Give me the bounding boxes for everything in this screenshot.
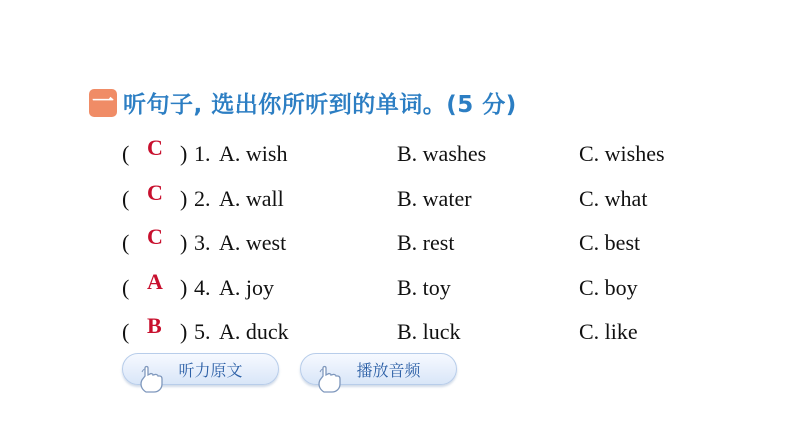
option-b: B. luck [397,319,461,344]
option-a: A. wall [219,186,284,211]
option-c: C. wishes [579,141,665,166]
option-a: A. wish [219,141,288,166]
option-c: C. what [579,186,648,211]
section-number-badge: 一 [89,89,117,117]
question-row-1 [0,137,794,173]
section-title: 听句子, 选出你所听到的单词。(5 分) [123,92,517,118]
play-audio-button-label: 播放音频 [356,360,421,380]
paren-open: ( [122,186,130,211]
option-a: A. duck [219,319,289,344]
transcript-button[interactable] [122,353,279,385]
question-row-2 [0,182,794,218]
paren-close: ) [180,319,188,344]
answer-mark: C [147,224,163,249]
question-row-5 [0,315,794,351]
paren-close: ) [180,141,188,166]
question-number: 5. [194,319,211,344]
question-row-3 [0,226,794,262]
option-c: C. best [579,230,641,255]
paren-open: ( [122,319,130,344]
option-a: A. joy [219,275,274,300]
option-b: B. water [397,186,472,211]
option-b: B. toy [397,275,451,300]
transcript-button-label: 听力原文 [178,360,243,380]
paren-open: ( [122,230,130,255]
paren-close: ) [180,275,188,300]
option-b: B. rest [397,230,455,255]
pointing-hand-icon [315,362,343,394]
question-number: 3. [194,230,211,255]
answer-mark: A [147,269,163,294]
option-b: B. washes [397,141,487,166]
option-c: C. boy [579,275,638,300]
option-c: C. like [579,319,638,344]
paren-close: ) [180,230,188,255]
answer-mark: B [147,313,162,338]
question-number: 2. [194,186,211,211]
pointing-hand-icon [137,362,165,394]
paren-open: ( [122,275,130,300]
section-header [89,86,517,119]
question-number: 4. [194,275,211,300]
paren-close: ) [180,186,188,211]
question-row-4 [0,271,794,307]
play-audio-button[interactable] [300,353,457,385]
answer-mark: C [147,135,163,160]
question-number: 1. [194,141,211,166]
paren-open: ( [122,141,130,166]
option-a: A. west [219,230,287,255]
answer-mark: C [147,180,163,205]
